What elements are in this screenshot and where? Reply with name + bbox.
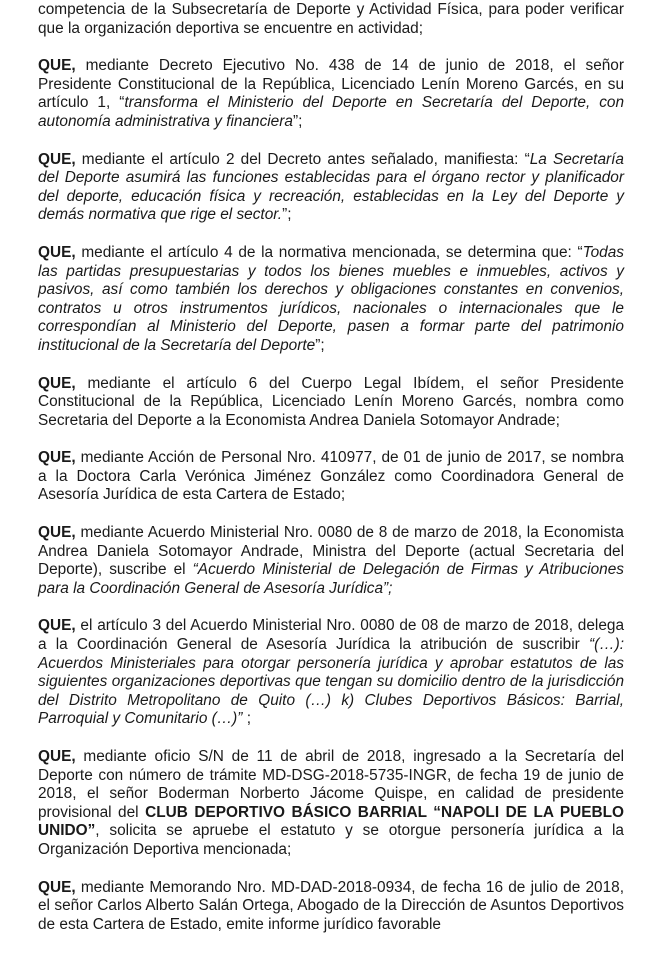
quoted-text: “(…): Acuerdos Ministeriales para otorgar personería jurídica y aprobar estatutos de las siguientes organizaciones deportivas que tengan su domicilio dentro de la jurisdicción del Distrito Metropolitano de Quito (…) k) Clubes Deportivos Básicos: Barrial, Parroquial y Comunitario (…)” bbox=[38, 636, 624, 728]
que-keyword: QUE, bbox=[38, 449, 76, 467]
paragraph-text: ”; bbox=[292, 112, 303, 130]
paragraph-text: competencia de la Subsecretaría de Deporte y Actividad Física, para poder verificar que la organización deportiva se encuentre en actividad; bbox=[38, 1, 624, 37]
que-keyword: QUE, bbox=[38, 748, 76, 765]
quoted-text: La Secretaría del Deporte asumirá las funciones establecidas para el órgano rector y planificador del deporte, educación física y recreación, establecidas en la Ley del Deporte y demás normativa que rige el sector. bbox=[38, 150, 624, 224]
club-name: CLUB DEPORTIVO BÁSICO BARRIAL “NAPOLI DE LA PUEBLO UNIDO” bbox=[38, 803, 624, 840]
que-keyword: QUE, bbox=[38, 617, 76, 635]
paragraph-9 bbox=[38, 879, 624, 935]
quoted-text: “Acuerdo Ministerial de Delegación de Firmas y Atribuciones para la Coordinación General de Asesoría Jurídica”; bbox=[38, 561, 624, 597]
paragraph-text: mediante el artículo 4 de la normativa mencionada, se determina que: “ bbox=[75, 243, 583, 261]
que-keyword: QUE, bbox=[38, 374, 76, 392]
paragraph-text: , solicita se apruebe el estatuto y se otorgue personería jurídica a la Organización Deportiva mencionada; bbox=[38, 822, 624, 858]
document-page bbox=[38, 0, 624, 953]
paragraph-text: mediante Memorando Nro. MD-DAD-2018-0934, de fecha 16 de julio de 2018, el señor Carlos Alberto Salán Ortega, Abogado de la Dirección de Asuntos Deportivos de esta Cartera de Estado, emite informe jurídico favorable bbox=[38, 878, 624, 933]
que-keyword: QUE, bbox=[38, 57, 76, 75]
quoted-text: Todas las partidas presupuestarias y todos los bienes muebles e inmuebles, activos y pasivos, así como también los derechos y obligaciones constantes en convenios, contratos u otros instrumentos jurídicos, nacionales o internacionales que le correspondían al Ministerio del Deporte, pasen a formar parte del patrimonio institucional de la Secretaría del Deporte bbox=[38, 243, 624, 354]
paragraph-text: mediante Acuerdo Ministerial Nro. 0080 de 8 de marzo de 2018, la Economista Andrea Daniela Sotomayor Andrade, Ministra del Deporte (actual Secretaria del Deporte), suscribe el bbox=[38, 524, 624, 579]
paragraph-0 bbox=[38, 1, 624, 38]
que-keyword: QUE, bbox=[38, 150, 76, 168]
paragraph-8 bbox=[38, 748, 624, 860]
paragraph-text: mediante el artículo 2 del Decreto antes señalado, manifiesta: “ bbox=[75, 150, 530, 168]
paragraph-text: mediante oficio S/N de 11 de abril de 2018, ingresado a la Secretaría del Deporte con número de trámite MD-DSG-2018-5735-INGR, de fecha 19 de junio de 2018, el señor Boderman Norberto Jácome Quispe, en calidad de presidente provisional del bbox=[38, 748, 624, 821]
paragraph-4 bbox=[38, 375, 624, 431]
paragraph-3 bbox=[38, 244, 624, 356]
paragraph-text: mediante Decreto Ejecutivo No. 438 de 14 de junio de 2018, el señor Presidente Constitucional de la República, Licenciado Lenín Moreno Garcés, en su artículo 1, “ bbox=[38, 57, 624, 112]
que-keyword: QUE, bbox=[38, 878, 76, 896]
paragraph-text: mediante el artículo 6 del Cuerpo Legal Ibídem, el señor Presidente Constitucional de la República, Licenciado Lenín Moreno Garcés, nombra como Secretaria del Deporte a la Economista Andrea Daniela Sotomayor Andrade; bbox=[38, 374, 624, 429]
paragraph-text: ”; bbox=[315, 336, 325, 354]
paragraph-text: ”; bbox=[282, 206, 292, 224]
paragraph-2 bbox=[38, 151, 624, 225]
paragraph-5 bbox=[38, 449, 624, 505]
paragraph-text: el artículo 3 del Acuerdo Ministerial Nro. 0080 de 08 de marzo de 2018, delega a la Coordinación General de Asesoría Jurídica la atribución de suscribir bbox=[38, 617, 624, 654]
paragraph-text: mediante Acción de Personal Nro. 410977, de 01 de junio de 2017, se nombra a la Doctora Carla Verónica Jiménez González como Coordinadora General de Asesoría Jurídica de esta Cartera de Estado; bbox=[38, 449, 624, 504]
que-keyword: QUE, bbox=[38, 243, 76, 261]
que-keyword: QUE, bbox=[38, 524, 76, 542]
quoted-text: transforma el Ministerio del Deporte en Secretaría del Deporte, con autonomía administrativa y financiera bbox=[38, 94, 625, 130]
paragraph-1 bbox=[38, 57, 624, 131]
paragraph-7 bbox=[38, 617, 624, 729]
paragraph-6 bbox=[38, 524, 624, 598]
paragraph-text: ; bbox=[242, 710, 251, 728]
